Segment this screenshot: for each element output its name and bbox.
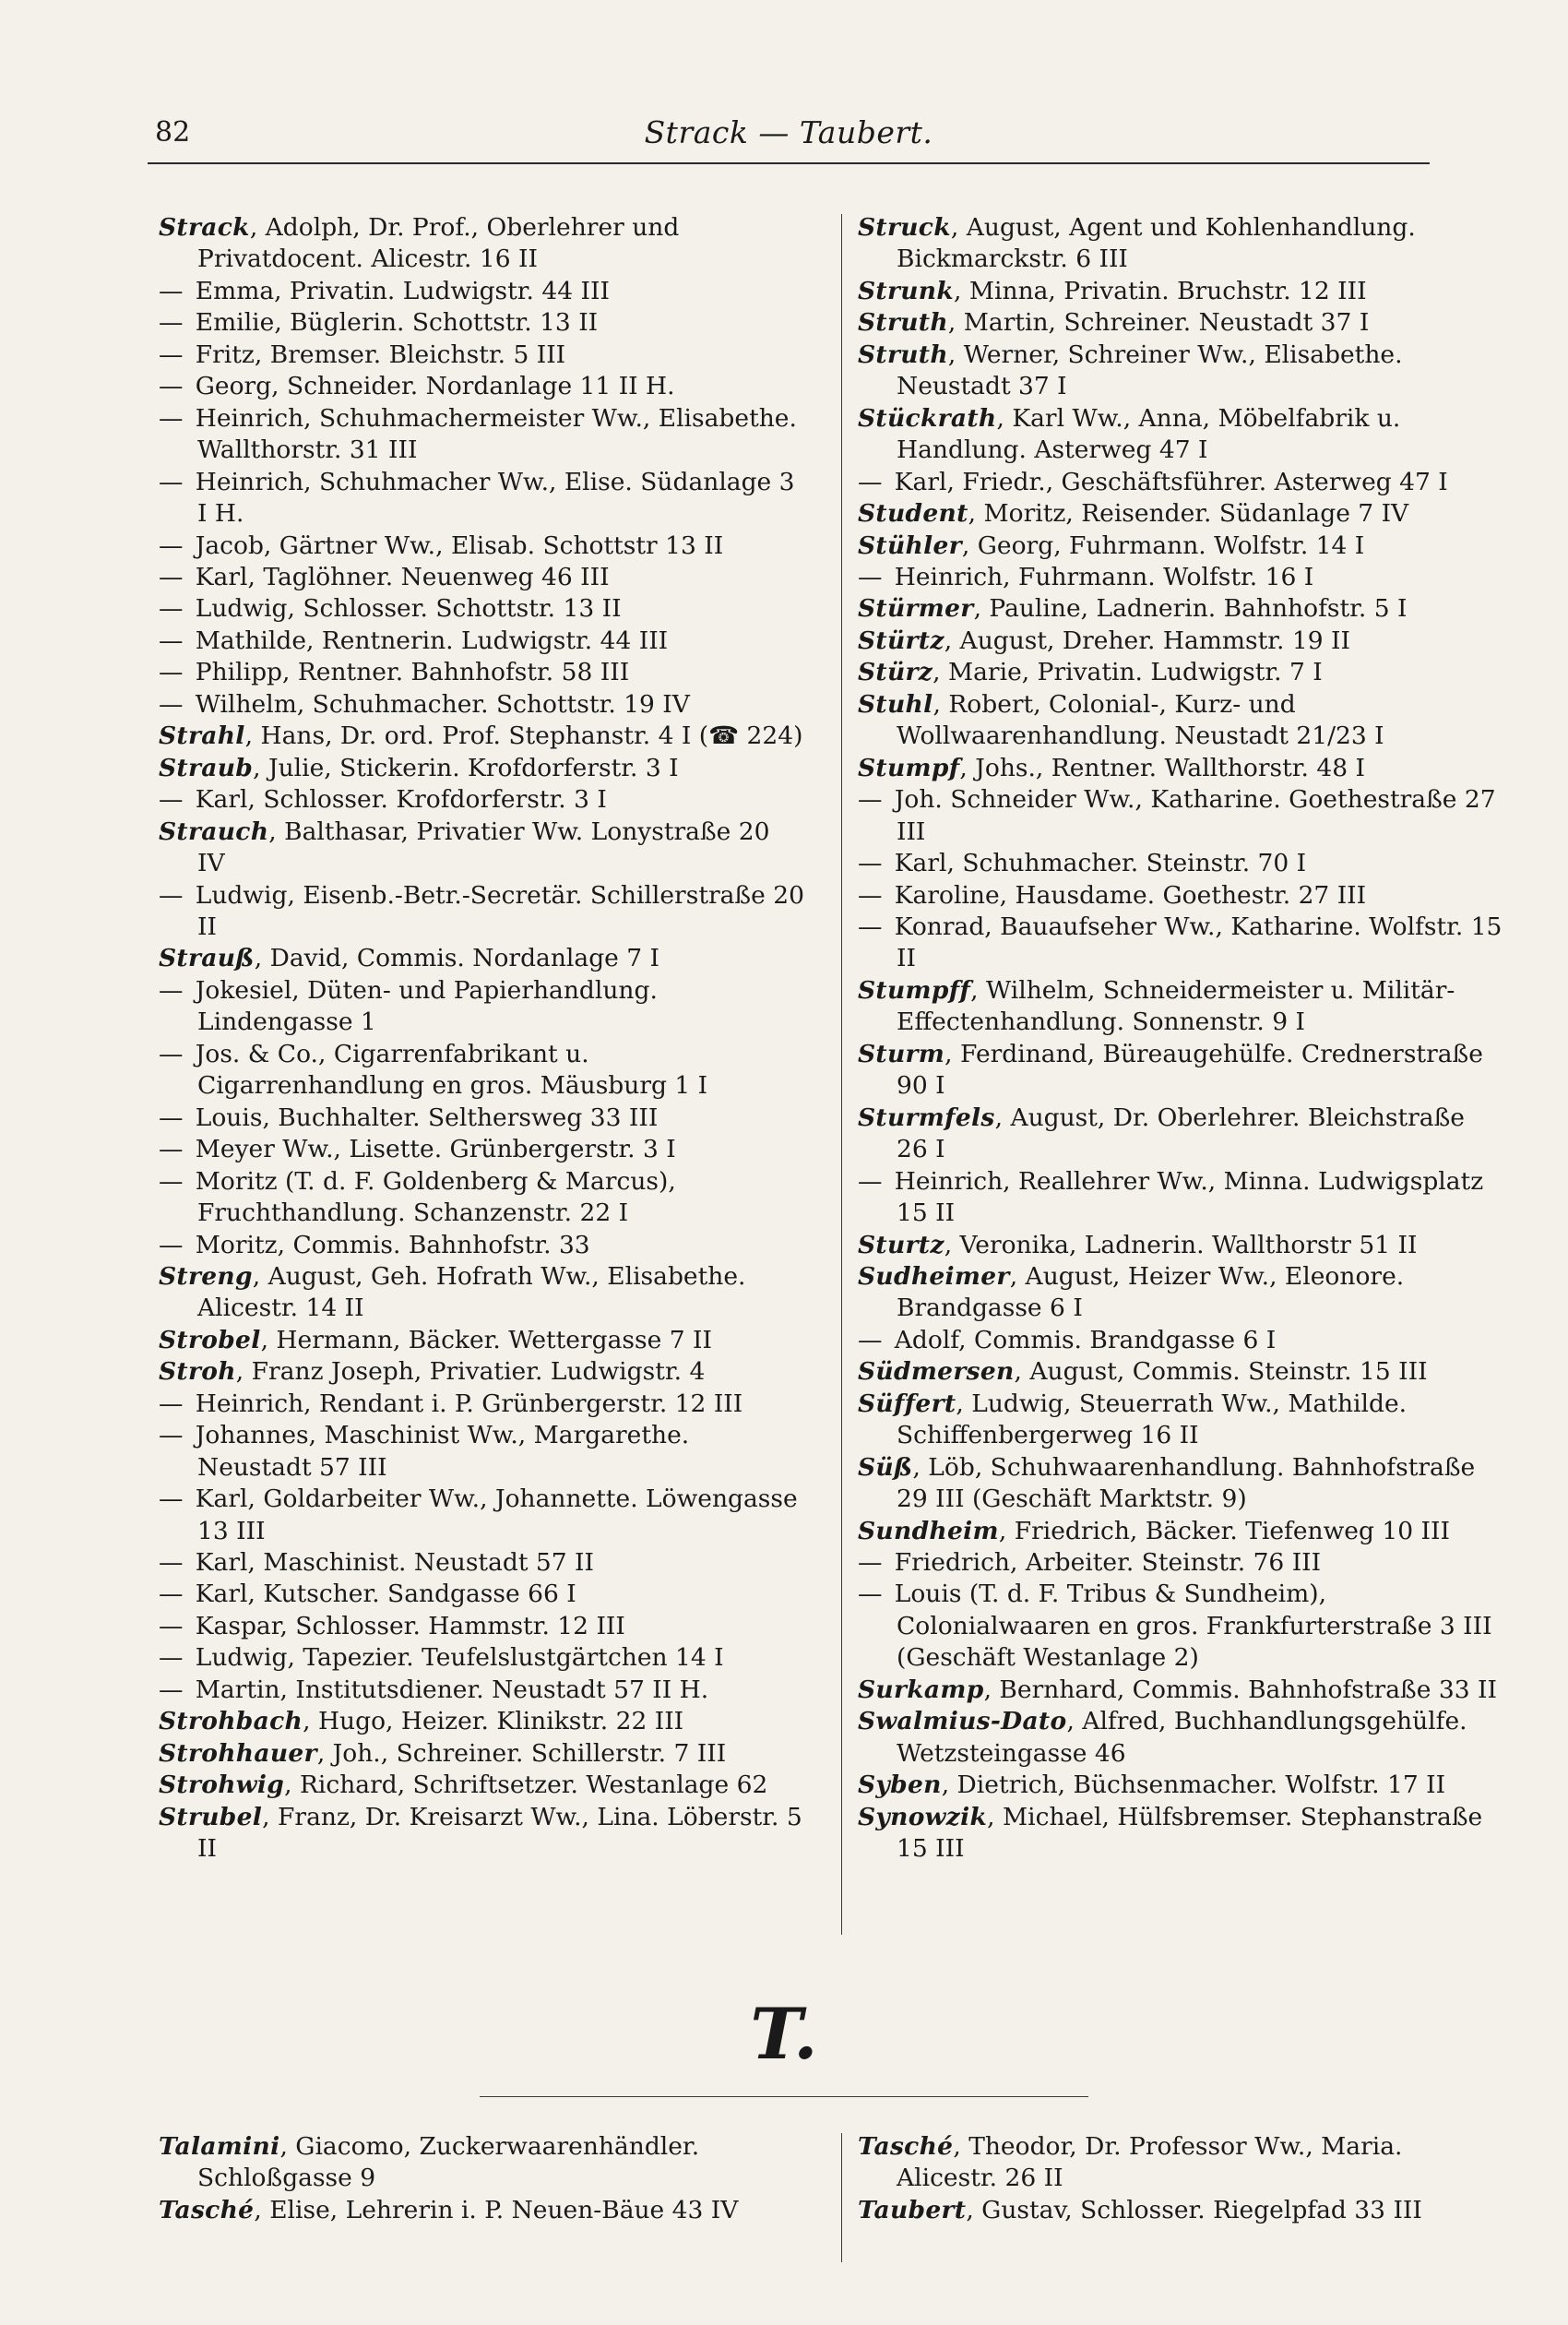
entry-details: , Balthasar, Privatier Ww. Lonystraße 20 IV <box>197 817 770 878</box>
entry-details: , Martin, Schreiner. Neustadt 37 I <box>947 308 1370 338</box>
entry-surname: Stürz <box>858 658 933 687</box>
entry-details: , Friedrich, Bäcker. Tiefenweg 10 III <box>998 1516 1450 1545</box>
ditto-dash: — <box>159 1484 184 1514</box>
ditto-dash: — <box>159 276 184 305</box>
directory-entry <box>159 2195 804 2226</box>
directory-entry <box>159 689 804 721</box>
directory-entry <box>159 817 804 880</box>
entry-details: , August, Agent und Kohlenhandlung. Bickmarckstr. 6 III <box>897 213 1416 274</box>
entry-surname: Süffert <box>858 1389 956 1418</box>
entry-details: , Werner, Schreiner Ww., Elisabethe. Neustadt 37 I <box>897 340 1403 401</box>
directory-entry <box>159 943 804 974</box>
ditto-dash: — <box>858 785 883 815</box>
directory-entry <box>858 593 1503 625</box>
entry-surname: Streng <box>159 1261 253 1291</box>
entry-surname: Stühler <box>858 531 962 560</box>
entry-surname: Syben <box>858 1771 942 1800</box>
ditto-dash: — <box>159 594 184 624</box>
entry-surname: Stürtz <box>858 626 944 655</box>
ditto-dash: — <box>159 531 184 560</box>
directory-entry <box>858 1389 1503 1452</box>
directory-entry <box>159 975 804 1039</box>
entry-details: , Ferdinand, Büreaugehülfe. Crednerstraße 90 I <box>897 1039 1483 1101</box>
entry-surname: Student <box>858 499 968 529</box>
section-letter: T. <box>750 1993 818 2075</box>
entry-details: , Richard, Schriftsetzer. Westanlage 62 <box>284 1771 768 1800</box>
ditto-dash: — <box>159 1230 184 1259</box>
ditto-dash: — <box>159 1643 184 1673</box>
section-left-column <box>159 2131 804 2226</box>
directory-entry <box>159 1642 804 1674</box>
ditto-dash: — <box>159 880 184 910</box>
directory-entry <box>858 912 1503 975</box>
directory-entry <box>159 1738 804 1770</box>
directory-entry <box>159 1389 804 1420</box>
directory-entry <box>159 593 804 625</box>
entry-surname: Struth <box>858 308 948 338</box>
directory-entry <box>159 467 804 531</box>
entry-details: Kaspar, Schlosser. Hammstr. 12 III <box>195 1611 625 1640</box>
entry-surname: Tasché <box>858 2132 954 2161</box>
entry-details: Heinrich, Rendant i. P. Grünbergerstr. 12 III <box>195 1389 743 1418</box>
entry-surname: Stumpf <box>858 753 960 782</box>
entry-surname: Strauch <box>159 817 269 846</box>
entry-surname: Strahl <box>159 721 245 751</box>
directory-entry <box>159 212 804 276</box>
page-header <box>148 109 1430 155</box>
directory-entry <box>159 721 804 752</box>
section-rule <box>480 2096 1088 2097</box>
entry-details: , Georg, Fuhrmann. Wolfstr. 14 I <box>961 531 1365 560</box>
entry-details: , August, Dr. Oberlehrer. Bleichstraße 26 I <box>897 1103 1465 1164</box>
directory-entry <box>159 1103 804 1134</box>
directory-entry <box>858 689 1503 753</box>
ditto-dash: — <box>159 372 184 401</box>
directory-entry <box>159 1166 804 1230</box>
entry-details: , Wilhelm, Schneidermeister u. Militär-Effectenhandlung. Sonnenstr. 9 I <box>897 975 1455 1037</box>
page-number: 82 <box>155 116 191 149</box>
ditto-dash: — <box>159 1611 184 1640</box>
directory-entry <box>858 753 1503 784</box>
entry-details: , Ludwig, Steuerrath Ww., Mathilde. Schiffenbergerweg 16 II <box>897 1389 1408 1450</box>
entry-details: , Moritz, Reisender. Südanlage 7 IV <box>968 499 1409 529</box>
entry-details: Johannes, Maschinist Ww., Margarethe. Neustadt 57 III <box>195 1421 690 1482</box>
entry-details: , Robert, Colonial-, Kurz- und Wollwaarenhandlung. Neustadt 21/23 I <box>897 689 1384 751</box>
entry-details: Jokesiel, Düten- und Papierhandlung. Lindengasse 1 <box>195 975 658 1037</box>
directory-entry <box>159 784 804 816</box>
entry-surname: Strubel <box>159 1802 263 1831</box>
directory-entry <box>159 2131 804 2195</box>
entry-details: , Elise, Lehrerin i. P. Neuen-Bäue 43 IV <box>254 2195 739 2224</box>
entry-surname: Strohwig <box>159 1771 285 1800</box>
directory-entry <box>159 1547 804 1579</box>
entry-details: , Michael, Hülfsbremser. Stephanstraße 15 III <box>897 1802 1483 1864</box>
entry-details: Heinrich, Schuhmacher Ww., Elise. Südanlage 3 I H. <box>195 467 795 529</box>
entry-surname: Talamini <box>159 2132 280 2161</box>
directory-entry <box>858 975 1503 1039</box>
entry-surname: Swalmius-Dato <box>858 1707 1067 1736</box>
entry-details: Karoline, Hausdame. Goethestr. 27 III <box>894 880 1367 910</box>
directory-entry <box>858 1706 1503 1770</box>
entry-surname: Stückrath <box>858 403 997 433</box>
entry-surname: Struck <box>858 213 951 242</box>
entry-details: , August, Commis. Steinstr. 15 III <box>1014 1357 1428 1387</box>
directory-entry <box>159 1134 804 1165</box>
entry-details: , Alfred, Buchhandlungsgehülfe. Wetzsteingasse 46 <box>897 1707 1467 1768</box>
entry-details: Konrad, Bauaufseher Ww., Katharine. Wolfstr. 15 II <box>894 912 1503 973</box>
ditto-dash: — <box>159 658 184 687</box>
entry-details: , Marie, Privatin. Ludwigstr. 7 I <box>932 658 1323 687</box>
directory-entry <box>159 753 804 784</box>
ditto-dash: — <box>159 785 184 815</box>
directory-entry <box>858 1261 1503 1325</box>
entry-details: Karl, Taglöhner. Neuenweg 46 III <box>195 562 610 591</box>
ditto-dash: — <box>858 912 883 941</box>
directory-entry <box>159 657 804 688</box>
ditto-dash: — <box>858 1325 883 1354</box>
section-right-column <box>858 2131 1503 2226</box>
entry-details: , August, Dreher. Hammstr. 19 II <box>944 626 1350 655</box>
directory-entry <box>159 1420 804 1484</box>
entry-details: Heinrich, Schuhmachermeister Ww., Elisabethe. Wallthorstr. 31 III <box>195 403 797 465</box>
directory-entry <box>159 1675 804 1706</box>
directory-entry <box>858 498 1503 530</box>
ditto-dash: — <box>159 1166 184 1196</box>
ditto-dash: — <box>159 1421 184 1450</box>
entry-details: , Hans, Dr. ord. Prof. Stephanstr. 4 I (☎ 224) <box>244 721 803 751</box>
directory-entry <box>858 1103 1503 1166</box>
directory-entry <box>858 1547 1503 1579</box>
entry-details: Jacob, Gärtner Ww., Elisab. Schottstr 13 II <box>195 531 724 560</box>
entry-surname: Taubert <box>858 2195 967 2224</box>
directory-entry <box>858 880 1503 912</box>
entry-surname: Strobel <box>159 1325 261 1354</box>
entry-details: , August, Heizer Ww., Eleonore. Brandgasse 6 I <box>897 1261 1405 1323</box>
ditto-dash: — <box>159 626 184 655</box>
entry-surname: Strunk <box>858 276 955 305</box>
left-column <box>159 212 804 1866</box>
entry-details: Karl, Friedr., Geschäftsführer. Asterweg 47 I <box>894 467 1448 496</box>
entry-details: , Hermann, Bäcker. Wettergasse 7 II <box>260 1325 712 1354</box>
directory-entry <box>159 371 804 402</box>
ditto-dash: — <box>159 467 184 496</box>
entry-details: Heinrich, Fuhrmann. Wolfstr. 16 I <box>894 562 1314 591</box>
ditto-dash: — <box>858 1548 883 1578</box>
directory-entry <box>159 1579 804 1610</box>
right-column <box>858 212 1503 1866</box>
directory-entry <box>858 1770 1503 1801</box>
entry-surname: Sturmfels <box>858 1103 995 1132</box>
directory-entry <box>858 307 1503 339</box>
entry-details: , Theodor, Dr. Professor Ww., Maria. Alicestr. 26 II <box>897 2132 1403 2193</box>
directory-entry <box>858 1675 1503 1706</box>
entry-details: Karl, Goldarbeiter Ww., Johannette. Löwengasse 13 III <box>195 1484 798 1545</box>
directory-entry <box>159 1611 804 1642</box>
entry-surname: Strohbach <box>159 1707 303 1736</box>
entry-details: , David, Commis. Nordanlage 7 I <box>254 944 660 973</box>
directory-entry <box>858 1802 1503 1866</box>
ditto-dash: — <box>159 1135 184 1164</box>
entry-surname: Südmersen <box>858 1357 1015 1387</box>
directory-entry <box>858 1166 1503 1230</box>
header-rule <box>148 162 1430 164</box>
entry-details: , Johs., Rentner. Wallthorstr. 48 I <box>959 753 1365 782</box>
entry-surname: Sudheimer <box>858 1261 1010 1291</box>
directory-entry <box>159 531 804 562</box>
directory-entry <box>159 307 804 339</box>
directory-entry <box>858 657 1503 688</box>
directory-entry <box>858 2195 1503 2226</box>
directory-entry <box>858 1579 1503 1674</box>
entry-details: Meyer Ww., Lisette. Grünbergerstr. 3 I <box>195 1135 676 1164</box>
directory-entry <box>159 1230 804 1261</box>
ditto-dash: — <box>858 849 883 878</box>
entry-surname: Stumpff <box>858 975 971 1005</box>
directory-entry <box>858 1452 1503 1516</box>
ditto-dash: — <box>159 1039 184 1068</box>
directory-entry <box>858 1039 1503 1103</box>
ditto-dash: — <box>159 340 184 369</box>
entry-details: Karl, Maschinist. Neustadt 57 II <box>195 1548 594 1578</box>
entry-surname: Struth <box>858 340 948 369</box>
running-title: Strack — Taubert. <box>644 114 933 150</box>
ditto-dash: — <box>159 1548 184 1578</box>
directory-entry <box>858 848 1503 879</box>
directory-entry <box>159 1706 804 1737</box>
entry-details: Louis (T. d. F. Tribus & Sundheim), Colonialwaaren en gros. Frankfurterstraße 3 III (Geschäft Westanlage 2) <box>894 1580 1492 1673</box>
directory-entry <box>159 340 804 371</box>
ditto-dash: — <box>858 1166 883 1196</box>
directory-entry <box>159 403 804 467</box>
directory-entry <box>858 2131 1503 2195</box>
entry-details: Philipp, Rentner. Bahnhofstr. 58 III <box>195 658 630 687</box>
directory-entry <box>858 276 1503 307</box>
entry-details: , Julie, Stickerin. Krofdorferstr. 3 I <box>253 753 679 782</box>
entry-details: , Löb, Schuhwaarenhandlung. Bahnhofstraße 29 III (Geschäft Marktstr. 9) <box>897 1452 1476 1514</box>
directory-entry <box>159 1039 804 1103</box>
directory-entry <box>858 212 1503 276</box>
directory-entry <box>159 1325 804 1356</box>
directory-entry <box>159 1356 804 1388</box>
entry-details: , Pauline, Ladnerin. Bahnhofstr. 5 I <box>973 594 1408 624</box>
ditto-dash: — <box>159 1103 184 1132</box>
entry-details: , Karl Ww., Anna, Möbelfabrik u. Handlung. Asterweg 47 I <box>897 403 1401 465</box>
entry-details: , Franz Joseph, Privatier. Ludwigstr. 4 <box>235 1357 706 1387</box>
entry-details: Fritz, Bremser. Bleichstr. 5 III <box>195 340 566 369</box>
ditto-dash: — <box>159 689 184 719</box>
directory-entry <box>159 1770 804 1801</box>
ditto-dash: — <box>159 1675 184 1704</box>
directory-entry <box>858 626 1503 657</box>
entry-surname: Süß <box>858 1452 913 1482</box>
directory-entry <box>159 626 804 657</box>
entry-surname: Sturtz <box>858 1230 944 1259</box>
entry-details: Moritz (T. d. F. Goldenberg & Marcus), Fruchthandlung. Schanzenstr. 22 I <box>195 1166 676 1228</box>
entry-details: , Franz, Dr. Kreisarzt Ww., Lina. Löberstr. 5 II <box>197 1802 802 1864</box>
entry-details: Joh. Schneider Ww., Katharine. Goethestraße 27 III <box>894 785 1496 846</box>
ditto-dash: — <box>858 467 883 496</box>
entry-details: Jos. & Co., Cigarrenfabrikant u. Cigarrenhandlung en gros. Mäusburg 1 I <box>195 1039 708 1101</box>
section-column-divider <box>841 2133 842 2262</box>
directory-entry <box>159 880 804 944</box>
directory-entry <box>858 340 1503 403</box>
directory-entry <box>858 562 1503 593</box>
entry-details: Heinrich, Reallehrer Ww., Minna. Ludwigsplatz 15 II <box>894 1166 1484 1228</box>
directory-entry <box>858 467 1503 498</box>
entry-details: , Adolph, Dr. Prof., Oberlehrer und Privatdocent. Alicestr. 16 II <box>197 213 680 274</box>
entry-details: , Bernhard, Commis. Bahnhofstraße 33 II <box>983 1675 1497 1704</box>
entry-surname: Stürmer <box>858 594 974 624</box>
entry-surname: Strauß <box>159 944 255 973</box>
entry-details: Ludwig, Eisenb.-Betr.-Secretär. Schillerstraße 20 II <box>195 880 804 941</box>
entry-details: Martin, Institutsdiener. Neustadt 57 II H. <box>195 1675 709 1704</box>
column-divider <box>841 214 842 1935</box>
ditto-dash: — <box>159 1389 184 1418</box>
ditto-dash: — <box>159 308 184 338</box>
entry-details: Friedrich, Arbeiter. Steinstr. 76 III <box>894 1548 1322 1578</box>
entry-details: Ludwig, Tapezier. Teufelslustgärtchen 14 I <box>195 1643 724 1673</box>
entry-surname: Tasché <box>159 2195 255 2224</box>
entry-details: , Minna, Privatin. Bruchstr. 12 III <box>954 276 1367 305</box>
entry-details: Georg, Schneider. Nordanlage 11 II H. <box>195 372 675 401</box>
entry-surname: Straub <box>159 753 254 782</box>
directory-entry <box>159 1802 804 1866</box>
entry-details: , Dietrich, Büchsenmacher. Wolfstr. 17 II <box>941 1771 1446 1800</box>
entry-details: Louis, Buchhalter. Selthersweg 33 III <box>195 1103 659 1132</box>
ditto-dash: — <box>159 1580 184 1609</box>
entry-details: Wilhelm, Schuhmacher. Schottstr. 19 IV <box>195 689 690 719</box>
ditto-dash: — <box>159 975 184 1005</box>
entry-surname: Synowzik <box>858 1802 988 1831</box>
entry-surname: Stuhl <box>858 689 933 719</box>
entry-details: Ludwig, Schlosser. Schottstr. 13 II <box>195 594 622 624</box>
ditto-dash: — <box>858 880 883 910</box>
directory-entry <box>858 784 1503 848</box>
ditto-dash: — <box>159 403 184 433</box>
entry-details: , Veronika, Ladnerin. Wallthorstr 51 II <box>944 1230 1418 1259</box>
directory-entry <box>858 1356 1503 1388</box>
entry-details: Karl, Kutscher. Sandgasse 66 I <box>195 1580 576 1609</box>
ditto-dash: — <box>159 562 184 591</box>
directory-entry <box>858 403 1503 467</box>
entry-details: , August, Geh. Hofrath Ww., Elisabethe. Alicestr. 14 II <box>197 1261 746 1323</box>
entry-surname: Sturm <box>858 1039 945 1068</box>
directory-entry <box>858 1516 1503 1547</box>
directory-entry <box>159 1484 804 1547</box>
entry-surname: Surkamp <box>858 1675 984 1704</box>
entry-details: , Giacomo, Zuckerwaarenhändler. Schloßgasse 9 <box>197 2132 700 2193</box>
directory-entry <box>858 1325 1503 1356</box>
entry-details: , Joh., Schreiner. Schillerstr. 7 III <box>316 1738 727 1768</box>
directory-entry <box>159 1261 804 1325</box>
directory-entry <box>858 1230 1503 1261</box>
ditto-dash: — <box>858 562 883 591</box>
entry-surname: Strack <box>159 213 250 242</box>
entry-details: Emilie, Büglerin. Schottstr. 13 II <box>195 308 599 338</box>
entry-details: , Hugo, Heizer. Klinikstr. 22 III <box>303 1707 684 1736</box>
entry-details: Emma, Privatin. Ludwigstr. 44 III <box>195 276 610 305</box>
directory-entry <box>159 276 804 307</box>
entry-surname: Sundheim <box>858 1516 999 1545</box>
entry-surname: Stroh <box>159 1357 236 1387</box>
ditto-dash: — <box>858 1580 883 1609</box>
entry-surname: Strohhauer <box>159 1738 317 1768</box>
entry-details: , Gustav, Schlosser. Riegelpfad 33 III <box>966 2195 1422 2224</box>
entry-details: Mathilde, Rentnerin. Ludwigstr. 44 III <box>195 626 669 655</box>
entry-details: Moritz, Commis. Bahnhofstr. 33 <box>195 1230 590 1259</box>
directory-entry <box>858 531 1503 562</box>
entry-details: Karl, Schlosser. Krofdorferstr. 3 I <box>195 785 607 815</box>
entry-details: Karl, Schuhmacher. Steinstr. 70 I <box>894 849 1307 878</box>
directory-entry <box>159 562 804 593</box>
entry-details: Adolf, Commis. Brandgasse 6 I <box>894 1325 1277 1354</box>
